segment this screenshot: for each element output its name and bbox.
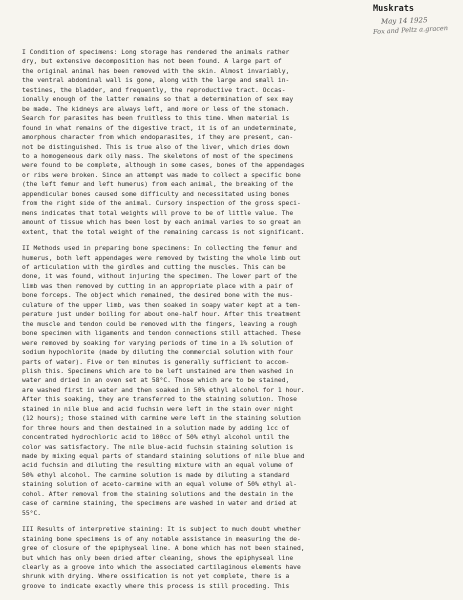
text-line: Search for parasites has been fruitless to this time. When material is [22,115,290,123]
text-line: culature of the upper limb, was then soaked in soapy water kept at a tem- [22,301,301,309]
text-line: but which has only been dried after cleaning, shows the epiphyseal line [22,554,294,562]
text-line: clearly as a groove into which the associated cartilaginous elements have [22,564,301,572]
text-line: (the left femur and left humerus) from each animal, the breaking of the [22,181,294,189]
text-line: are washed first in water and then soaked in 50% ethyl alcohol for 1 hour. [22,386,305,394]
text-line: acid fuchsin and diluting the resulting mixture with an equal volume of [22,462,294,470]
document-body [22,48,449,598]
text-line: parts of water). Five or ten minutes is generally sufficient to accom- [22,358,290,366]
text-line: III Results of interpretive staining: It is subject to much doubt whether [22,526,301,534]
text-line: groove to indicate exactly where this process is still proceding. This [22,582,290,590]
text-line: for three hours and then destained in a solution made by adding 1cc of [22,424,290,432]
text-line: found in what remains of the digestive tract, it is of an undeterminate, [22,124,297,132]
text-line: bone forceps. The object which remained, the desired bone with the mus- [22,292,294,300]
text-line: bone specimen with ligaments and tendon connections still attached. These [22,330,301,338]
text-line: amount of tissue which has been lost by each animal varies to so great an [22,219,301,227]
text-line: color was satisfactory. The nile blue-acid fuchsin staining solution is [22,443,294,451]
text-line: II Methods used in preparing bone specimens: In collecting the femur and [22,245,297,253]
text-line: dry, but extensive decomposition has not been found. A large part of [22,58,282,66]
text-line: to a homogeneous dark oily mass. The skeletons of most of the specimens [22,152,294,160]
text-line: testines, the bladder, and frequently, the reproductive tract. Occas- [22,86,286,94]
section-results [22,525,449,591]
text-line: gree of closure of the epiphyseal line. A bone which has not been stained, [22,545,305,553]
text-line: done, it was found, without injuring the specimen. The lower part of the [22,273,297,281]
text-line: case of carmine staining, the specimens are washed in water and dried at [22,500,297,508]
text-line: were removed by soaking for varying periods of time in a 1% solution of [22,339,294,347]
text-line: (12 hours); those stained with carmine were left in the staining solution [22,415,301,423]
text-line: appendicular bones caused some difficulty and necessitated using bones [22,190,290,198]
text-line: from the right side of the animal. Cursory inspection of the gross speci- [22,200,301,208]
handwritten-date: May 14 1925 [380,16,428,26]
text-line: plish this. Specimens which are to be left unstained are then washed in [22,367,294,375]
text-line: not be distinguished. This is true also of the liver, which dries down [22,143,290,151]
text-line: I Condition of specimens: Long storage has rendered the animals rather [22,49,290,56]
text-line: the original animal has been removed with the skin. Almost invariably, [22,67,290,75]
text-line: stained in nile blue and acid fuchsin were left in the stain over night [22,405,294,413]
text-line: staining bone specimens is of any notable assistance in measuring the de- [22,535,301,543]
section-condition [22,48,449,237]
handwritten-note: Fox and Peltz a.gracen [372,24,449,36]
text-line: After this soaking, they are transferred to the staining solution. Those [22,396,297,404]
text-line: perature just under boiling for about one-half hour. After this treatment [22,311,301,319]
text-line: cohol. After removal from the staining solutions and the destain in the [22,490,294,498]
text-line: amorphous character from which endoparasites, if they are present, can- [22,134,294,142]
text-line: 55°C. [22,509,42,517]
page-header [373,4,463,44]
text-line: ionally enough of the latter remains so that a determination of sex may [22,96,294,104]
text-line: shrunk with drying. Where ossification is not yet complete, there is a [22,573,290,581]
text-line: extent, that the total weight of the remaining carcass is not significant. [22,228,305,236]
text-line: concentrated hydrochloric acid to 100cc of 50% ethyl alcohol until the [22,434,290,442]
text-line: of articulation with the girdles and cutting the muscles. This can be [22,263,286,271]
text-line: staining solution of aceto-carmine with an equal volume of 50% ethyl al- [22,481,297,489]
text-line: or ribs were broken. Since an attempt was made to collect a specific bone [22,171,301,179]
text-line: were found to be complete, although in some cases, bones of the appendages [22,162,305,170]
text-line: made by mixing equal parts of standard staining solutions of nile blue and [22,453,305,461]
text-line: be made. The kidneys are always left, and more or less of the stomach. [22,105,290,113]
text-line: the muscle and tendon could be removed with the fingers, leaving a rough [22,320,297,328]
text-line: 50% ethyl alcohol. The carmine solution is made by diluting a standard [22,471,290,479]
text-line: limb was then removed by cutting in an appropriate place with a pair of [22,282,294,290]
text-line: sodium hypochlorite (made by diluting the commercial solution with four [22,349,294,357]
text-line: humerus, both left appendages were removed by twisting the whole limb out [22,254,301,262]
text-line: mens indicates that total weights will prove to be of little value. The [22,209,294,217]
text-line: water and dried in an oven set at 58°C. Those which are to be stained, [22,377,290,385]
section-methods [22,244,449,518]
text-line: the ventral abdominal wall is gone, along with the large and small in- [22,77,290,85]
document-heading: Muskrats [373,4,414,14]
